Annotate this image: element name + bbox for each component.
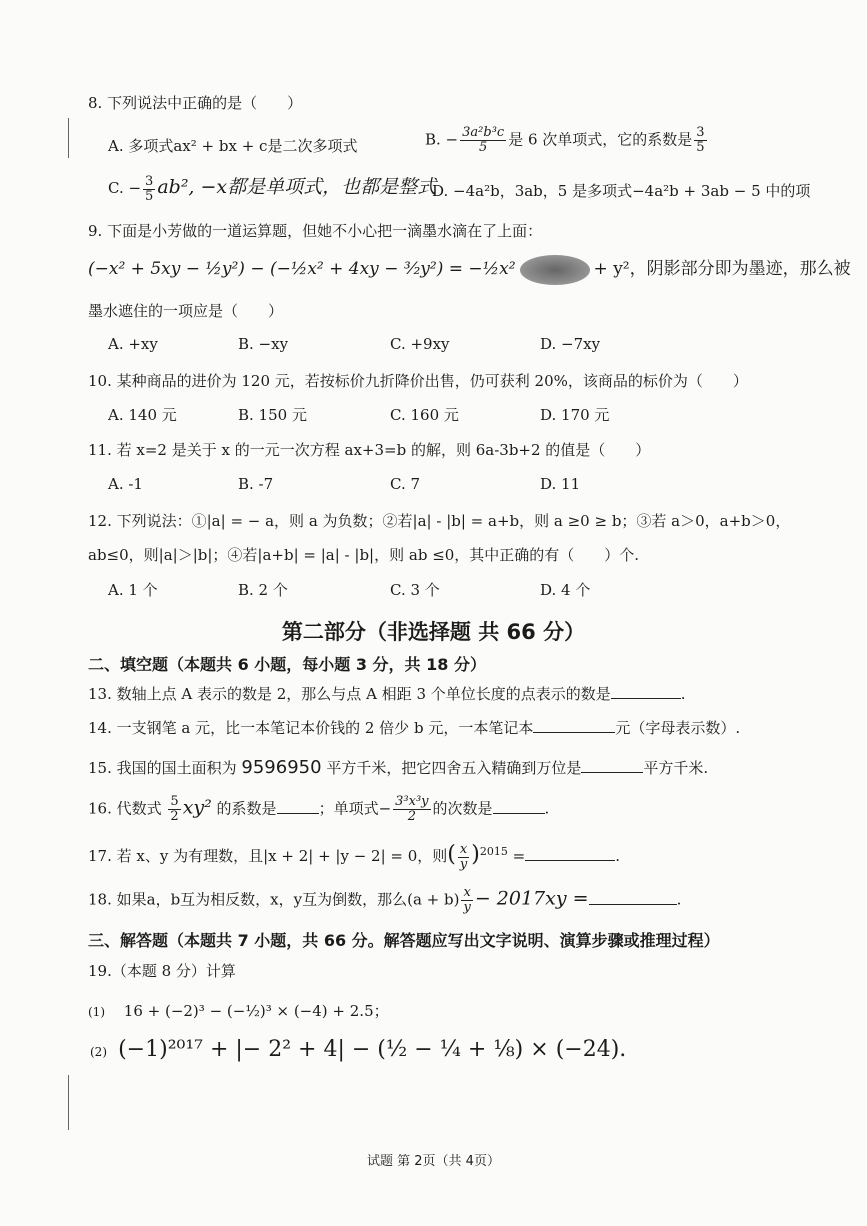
question-19-part-2: (2) (−1)²⁰¹⁷ + |− 2² + 4| − (½ − ¼ + ⅛) × (−24).: [90, 1037, 627, 1062]
question-9-option-a: A. +xy: [108, 335, 158, 353]
question-10-option-c: C. 160 元: [390, 406, 459, 424]
question-12-option-b: B. 2 个: [238, 581, 288, 599]
question-13: 13. 数轴上点 A 表示的数是 2，那么与点 A 相距 3 个单位长度的点表示的数是 .: [88, 685, 686, 703]
question-14: 14. 一支钢笔 a 元，比一本笔记本价钱的 2 倍少 b 元，一本笔记本 元（字母表示数）.: [88, 719, 741, 737]
question-12-option-c: C. 3 个: [390, 581, 440, 599]
question-9-expression: (−x² + 5xy − ½y²) − (−½x² + 4xy − ³⁄₂y²) = −½x² + y²，阴影部分即为墨迹，那么被: [88, 254, 851, 285]
question-9-option-b: B. −xy: [238, 335, 289, 353]
question-9-option-d: D. −7xy: [540, 335, 601, 353]
question-19-stem: 19.（本题 8 分）计算: [88, 962, 236, 980]
answer-blank[interactable]: [277, 799, 319, 814]
question-10-option-a: A. 140 元: [108, 406, 177, 424]
section-3-title: 三、解答题（本题共 7 小题，共 66 分。解答题应写出文字说明、演算步骤或推理过程）: [88, 931, 720, 950]
margin-line: [68, 118, 69, 158]
answer-blank[interactable]: [493, 799, 545, 814]
answer-blank[interactable]: [581, 758, 643, 773]
answer-blank[interactable]: [589, 890, 677, 905]
question-19-part-1: (1) 16 + (−2)³ − (−½)³ × (−4) + 2.5；: [88, 1002, 389, 1020]
ink-blot: [520, 255, 590, 285]
question-8-option-a: A. 多项式ax² + bx + c是二次多项式: [108, 137, 358, 155]
question-9-line2: 墨水遮住的一项应是（ ）: [88, 302, 284, 320]
question-8-option-c: C. − $\frac{3}{5}$ ab², −x都是单项式，也都是整式: [108, 173, 437, 204]
question-11-option-c: C. 7: [390, 475, 421, 493]
question-18: 18. 如果a，b互为相反数，x，y互为倒数，那么(a + b) $\frac{x}{y}$ − 2017xy = .: [88, 885, 682, 915]
question-12-option-d: D. 4 个: [540, 581, 591, 599]
question-17: 17. 若 x、y 为有理数，且|x + 2| + |y − 2| = 0，则( $\frac{x}{y}$ )$^{2015}$ = .: [88, 841, 620, 872]
question-12-line1: 12. 下列说法：①|a| = − a，则 a 为负数；②若|a| - |b| = a+b，则 a ≥0 ≥ b；③若 a＞0，a+b＞0，: [88, 512, 791, 530]
question-11-option-d: D. 11: [540, 475, 581, 493]
page-footer: 试题 第 2页（共 4页）: [367, 1154, 500, 1169]
question-12-option-a: A. 1 个: [108, 581, 158, 599]
question-12-line2: ab≤0，则|a|＞|b|；④若|a+b| = |a| - |b|，则 ab ≤0，其中正确的有（ ）个.: [88, 546, 640, 564]
question-11-stem: 11. 若 x=2 是关于 x 的一元一次方程 ax+3=b 的解，则 6a-3b+2 的值是（ ）: [88, 441, 651, 459]
question-10-option-d: D. 170 元: [540, 406, 610, 424]
question-10-option-b: B. 150 元: [238, 406, 307, 424]
question-8-stem: 8. 下列说法中正确的是（ ）: [88, 94, 303, 112]
answer-blank[interactable]: [525, 846, 615, 861]
question-11-option-b: B. -7: [238, 475, 274, 493]
question-16: 16. 代数式 $\frac{5}{2}$ xy² 的系数是 ；单项式− $\frac{\text{3³x³y}}{2}$ 的次数是 .: [88, 794, 550, 824]
question-15: 15. 我国的国土面积为 9596950 平方千米，把它四舍五入精确到万位是 平方千米.: [88, 757, 709, 778]
part-2-title: 第二部分（非选择题 共 66 分）: [281, 620, 586, 644]
question-10-stem: 10. 某种商品的进价为 120 元，若按标价九折降价出售，仍可获利 20%，该商品的标价为（ ）: [88, 372, 748, 390]
margin-line: [68, 1075, 69, 1130]
question-9-option-c: C. +9xy: [390, 335, 450, 353]
section-2-title: 二、填空题（本题共 6 小题，每小题 3 分，共 18 分）: [88, 655, 486, 674]
question-8-option-d: D. −4a²b，3ab，5 是多项式−4a²b + 3ab − 5 中的项: [432, 182, 811, 200]
answer-blank[interactable]: [611, 684, 681, 699]
answer-blank[interactable]: [533, 718, 615, 733]
question-8-option-b: B. − $\frac{\text{3a²b³c}}{5}$ 是 6 次单项式，它的系数是 $\frac{3}{5}$: [425, 125, 705, 155]
question-9-stem: 9. 下面是小芳做的一道运算题，但她不小心把一滴墨水滴在了上面：: [88, 222, 543, 240]
question-11-option-a: A. -1: [108, 475, 143, 493]
